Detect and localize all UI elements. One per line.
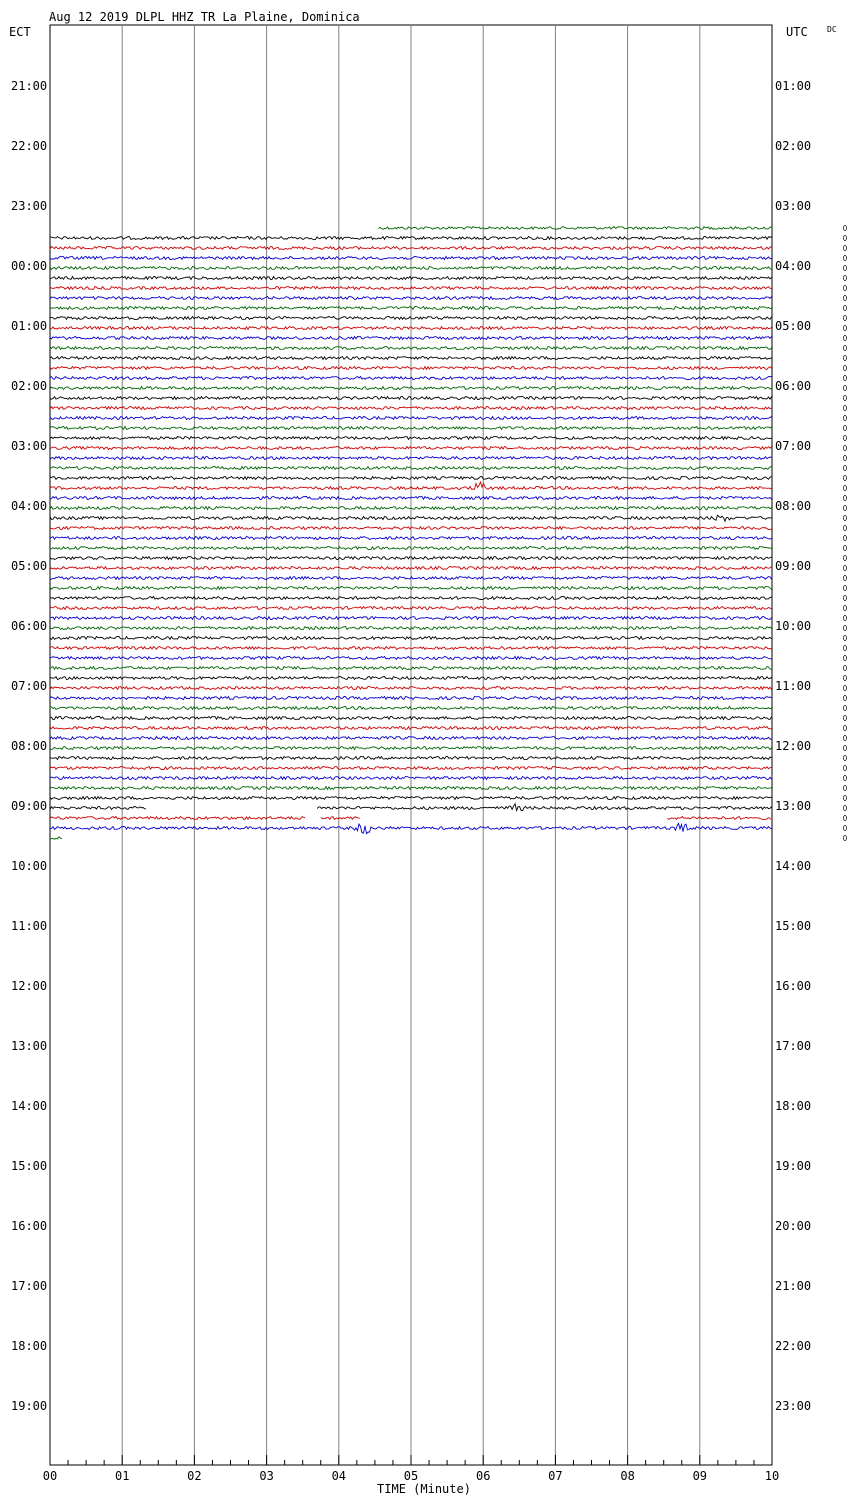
ect-hour-label: 00:00 [11, 259, 48, 273]
ect-hour-label: 09:00 [11, 799, 48, 813]
ect-hour-label: 15:00 [11, 1159, 48, 1173]
utc-hour-label: 12:00 [775, 739, 812, 753]
side-marker [844, 496, 847, 501]
seismic-trace [50, 807, 146, 810]
ect-hour-label: 07:00 [11, 679, 48, 693]
ect-hour-label: 12:00 [11, 979, 48, 993]
side-marker [844, 806, 847, 811]
corner-tag: DC [827, 25, 837, 34]
ect-hour-label: 03:00 [11, 439, 48, 453]
side-marker [844, 666, 847, 671]
ect-hour-label: 18:00 [11, 1339, 48, 1353]
side-marker [844, 446, 847, 451]
side-marker [844, 346, 847, 351]
ect-hour-label: 11:00 [11, 919, 48, 933]
side-marker [844, 756, 847, 761]
side-marker [844, 256, 847, 261]
side-marker [844, 736, 847, 741]
side-marker [844, 626, 847, 631]
utc-hour-label: 16:00 [775, 979, 812, 993]
ect-hour-label: 22:00 [11, 139, 48, 153]
ect-hour-label: 19:00 [11, 1399, 48, 1413]
side-marker [844, 266, 847, 271]
side-marker [844, 236, 847, 241]
utc-hour-label: 21:00 [775, 1279, 812, 1293]
side-marker [844, 406, 847, 411]
x-tick-label: 03 [259, 1469, 274, 1483]
time-axis [43, 1455, 779, 1483]
right-axis-label: UTC [786, 25, 808, 39]
x-tick-label: 02 [187, 1469, 202, 1483]
side-marker [844, 546, 847, 551]
side-marker [844, 786, 847, 791]
side-marker [844, 696, 847, 701]
side-marker [844, 226, 847, 231]
x-tick-label: 10 [764, 1469, 780, 1483]
side-marker [844, 586, 847, 591]
side-marker [844, 436, 847, 441]
x-tick-label: 04 [331, 1469, 347, 1483]
side-marker [844, 276, 847, 281]
side-marker [844, 366, 847, 371]
ect-hour-label: 10:00 [11, 859, 48, 873]
ect-hour-label: 13:00 [11, 1039, 48, 1053]
side-marker [844, 816, 847, 821]
side-marker [844, 616, 847, 621]
ect-hour-label: 17:00 [11, 1279, 48, 1293]
side-marker [844, 636, 847, 641]
side-marker [844, 606, 847, 611]
side-marker [844, 826, 847, 831]
side-marker [844, 776, 847, 781]
ect-hour-label: 05:00 [11, 559, 48, 573]
side-marker [844, 466, 847, 471]
seismic-trace [379, 227, 772, 230]
ect-hour-label: 14:00 [11, 1099, 48, 1113]
utc-hour-label: 14:00 [775, 859, 812, 873]
side-marker [844, 526, 847, 531]
side-marker [844, 486, 847, 491]
side-marker [844, 456, 847, 461]
seismic-trace [321, 817, 360, 820]
minute-grid [122, 25, 700, 1465]
side-marker [844, 396, 847, 401]
ect-hour-label: 16:00 [11, 1219, 48, 1233]
ect-hour-label: 21:00 [11, 79, 48, 93]
x-tick-label: 07 [548, 1469, 563, 1483]
seismic-trace [50, 837, 62, 839]
side-marker [844, 296, 847, 301]
side-marker [844, 356, 847, 361]
utc-hour-label: 05:00 [775, 319, 812, 333]
utc-hour-label: 03:00 [775, 199, 812, 213]
utc-hour-label: 19:00 [775, 1159, 812, 1173]
side-marker [844, 596, 847, 601]
utc-hour-label: 11:00 [775, 679, 812, 693]
side-marker [844, 766, 847, 771]
utc-hour-label: 22:00 [775, 1339, 812, 1353]
utc-hour-label: 08:00 [775, 499, 812, 513]
utc-hour-label: 17:00 [775, 1039, 812, 1053]
side-marker [844, 316, 847, 321]
ect-hour-label: 01:00 [11, 319, 48, 333]
x-tick-label: 08 [620, 1469, 635, 1483]
utc-hour-label: 23:00 [775, 1399, 812, 1413]
side-marker [844, 676, 847, 681]
side-marker [844, 746, 847, 751]
x-tick-label: 05 [403, 1469, 419, 1483]
ect-hour-label: 06:00 [11, 619, 48, 633]
utc-hour-label: 01:00 [775, 79, 812, 93]
utc-hour-label: 04:00 [775, 259, 812, 273]
utc-hour-label: 10:00 [775, 619, 812, 633]
seismic-trace [667, 817, 771, 820]
side-marker [844, 306, 847, 311]
side-marker [844, 516, 847, 521]
left-axis-label: ECT [9, 25, 31, 39]
x-axis-label: TIME (Minute) [377, 1482, 471, 1496]
seismic-trace [317, 804, 771, 811]
utc-hour-label: 02:00 [775, 139, 812, 153]
side-marker [844, 376, 847, 381]
side-marker [844, 326, 847, 331]
chart-title: Aug 12 2019 DLPL HHZ TR La Plaine, Dominica [49, 10, 360, 24]
side-marker [844, 716, 847, 721]
x-tick-label: 06 [475, 1469, 491, 1483]
ect-hour-label: 04:00 [11, 499, 48, 513]
side-marker [844, 646, 847, 651]
ect-hour-label: 02:00 [11, 379, 48, 393]
x-tick-label: 09 [692, 1469, 708, 1483]
utc-hour-label: 13:00 [775, 799, 812, 813]
utc-hour-labels [775, 79, 811, 1413]
side-marker [844, 576, 847, 581]
side-marker [844, 476, 847, 481]
side-marker [844, 656, 847, 661]
side-marker [844, 706, 847, 711]
side-marker [844, 426, 847, 431]
utc-hour-label: 06:00 [775, 379, 812, 393]
ect-hour-label: 08:00 [11, 739, 48, 753]
utc-hour-label: 15:00 [775, 919, 812, 933]
side-marker-column [844, 226, 847, 841]
side-marker [844, 536, 847, 541]
side-marker [844, 416, 847, 421]
side-marker [844, 726, 847, 731]
side-marker [844, 686, 847, 691]
ect-hour-labels [11, 79, 47, 1413]
side-marker [844, 506, 847, 511]
ect-hour-label: 23:00 [11, 199, 48, 213]
utc-hour-label: 20:00 [775, 1219, 812, 1233]
side-marker [844, 796, 847, 801]
x-tick-label: 00 [42, 1469, 58, 1483]
utc-hour-label: 18:00 [775, 1099, 812, 1113]
side-marker [844, 836, 847, 841]
side-marker [844, 286, 847, 291]
x-tick-label: 01 [114, 1469, 130, 1483]
side-marker [844, 336, 847, 341]
utc-hour-label: 07:00 [775, 439, 812, 453]
side-marker [844, 556, 847, 561]
utc-hour-label: 09:00 [775, 559, 812, 573]
side-marker [844, 566, 847, 571]
side-marker [844, 386, 847, 391]
side-marker [844, 246, 847, 251]
